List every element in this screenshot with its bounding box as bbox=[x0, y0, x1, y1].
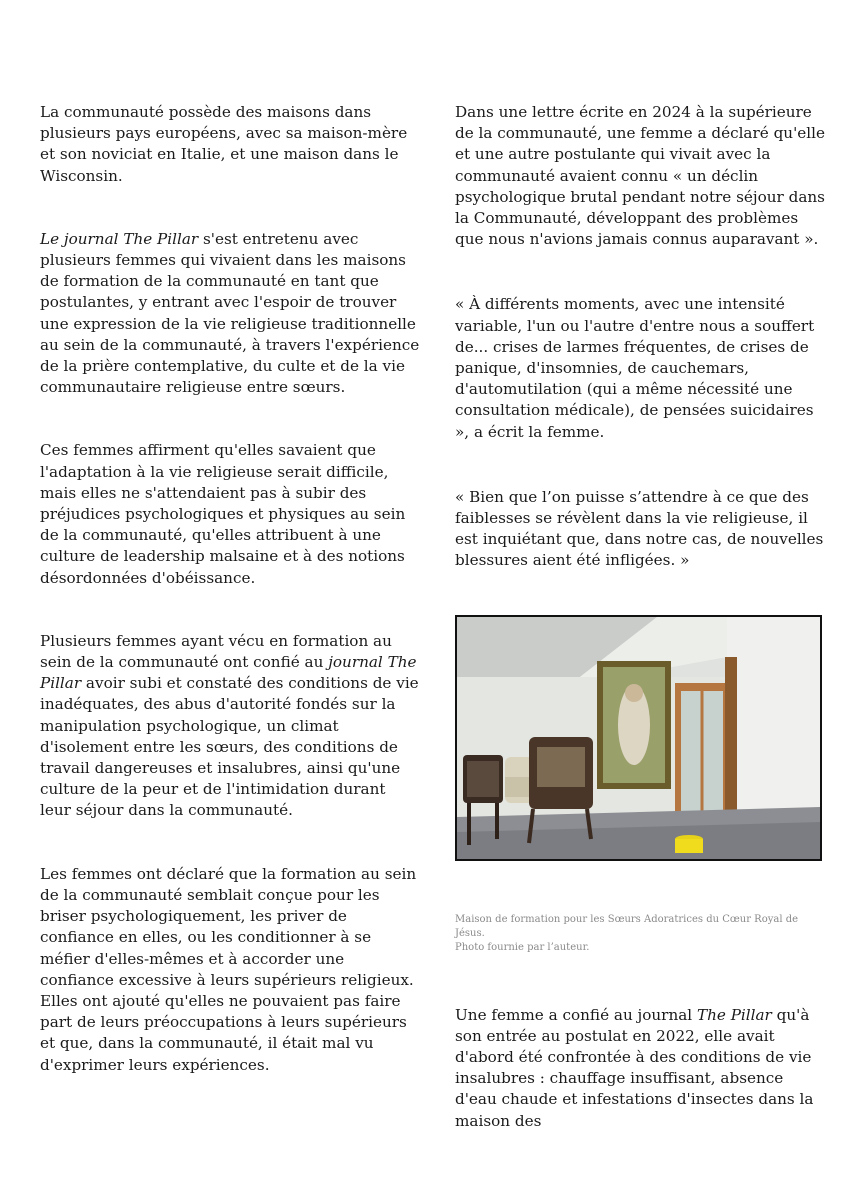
paragraph-letter-2024: Dans une lettre écrite en 2024 à la supérieure de la communauté, une femme a déclaré qu'elle et une autre postulante qui vivait avec la communauté avaient connu « un déclin psychologique brutal pendant notre séjour dans la Communauté, développant des problèmes que nous n'avions jamais connus auparavant ». bbox=[455, 103, 825, 249]
right-column bbox=[455, 102, 825, 1132]
italic-journal-name: The Pillar bbox=[696, 1005, 772, 1024]
paragraph-community-houses: La communauté possède des maisons dans plusieurs pays européens, avec sa maison-mère et son noviciat en Italie, et une maison dans le Wisconsin. bbox=[40, 103, 408, 185]
paragraph-text: qu'à son entrée au postulat en 2022, elle avait d'abord été confrontée à des conditions de vie insalubres : chauffage insuffisant, absence d'eau chaude et infestations d'insectes dans la maison des bbox=[455, 1005, 814, 1130]
caption-line: Photo fournie par l’auteur. bbox=[455, 941, 590, 953]
paragraph-harm-claims: Ces femmes affirment qu'elles savaient que l'adaptation à la vie religieuse serait difficile, mais elles ne s'attendaient pas à subir des préjudices psychologiques et physiques au sein de la communauté, qu'elles attribuent à une culture de leadership malsaine et à des notions désordonnées d'obéissance. bbox=[40, 441, 406, 587]
left-column bbox=[40, 102, 420, 1076]
formation-house-photo bbox=[455, 615, 822, 861]
photo-caption bbox=[455, 913, 825, 955]
paragraph-text: s'est entretenu avec plusieurs femmes qui vivaient dans les maisons de formation de la communauté en tant que postulantes, y entrant avec l'espoir de trouver une expression de la vie religieuse traditionnelle au sein de la communauté, à travers l'expérience de la prière contemplative, du culte et de la vie communautaire religieuse entre sœurs. bbox=[40, 229, 420, 397]
caption-line: Maison de formation pour les Sœurs Adoratrices du Cœur Royal de Jésus. bbox=[455, 913, 799, 939]
italic-journal-name: Le journal The Pillar bbox=[40, 229, 199, 248]
paragraph-text: Une femme a confié au journal bbox=[455, 1005, 697, 1024]
paragraph-formation-design: Les femmes ont déclaré que la formation au sein de la communauté semblait conçue pour les briser psychologiquement, les priver de confiance en elles, ou les conditionner à se méfier d'elles-mêmes et à accorder une confiance excessive à leurs supérieurs religieux. Elles ont ajouté qu'elles ne pouvaient pas faire part de leurs préoccupations à leurs supérieurs et que, dans la communauté, il était mal vu d'exprimer leurs expériences. bbox=[40, 864, 417, 1074]
paragraph-symptoms-quote: « À différents moments, avec une intensité variable, l'un ou l'autre d'entre nous a souffert de... crises de larmes fréquentes, de crises de panique, d'insomnies, de cauchemars, d'automutilation (qui a même nécessité une consultation médicale), de pensées suicidaires », a écrit la femme. bbox=[455, 295, 815, 441]
paragraph-text: Plusieurs femmes ayant vécu en formation au sein de la communauté ont confié au bbox=[40, 631, 392, 672]
paragraph-postulate-2022 bbox=[455, 1005, 825, 1132]
room-photo-illustration bbox=[457, 617, 820, 859]
paragraph-text: avoir subi et constaté des conditions de vie inadéquates, des abus d'autorité fondés sur la manipulation psychologique, un climat d'isolement entre les sœurs, des conditions de travail dangereuses et insalubres, ainsi qu'une culture de la peur et de l'intimidation durant leur séjour dans la communauté. bbox=[40, 674, 419, 820]
paragraph-pillar-interviews bbox=[40, 229, 420, 399]
paragraph-wounds-quote: « Bien que l’on puisse s’attendre à ce que des faiblesses se révèlent dans la vie religieuse, il est inquiétant que, dans notre cas, de nouvelles blessures aient été infligées. » bbox=[455, 487, 824, 570]
paragraph-conditions bbox=[40, 631, 420, 822]
italic-journal-name: journal The Pillar bbox=[40, 653, 417, 693]
